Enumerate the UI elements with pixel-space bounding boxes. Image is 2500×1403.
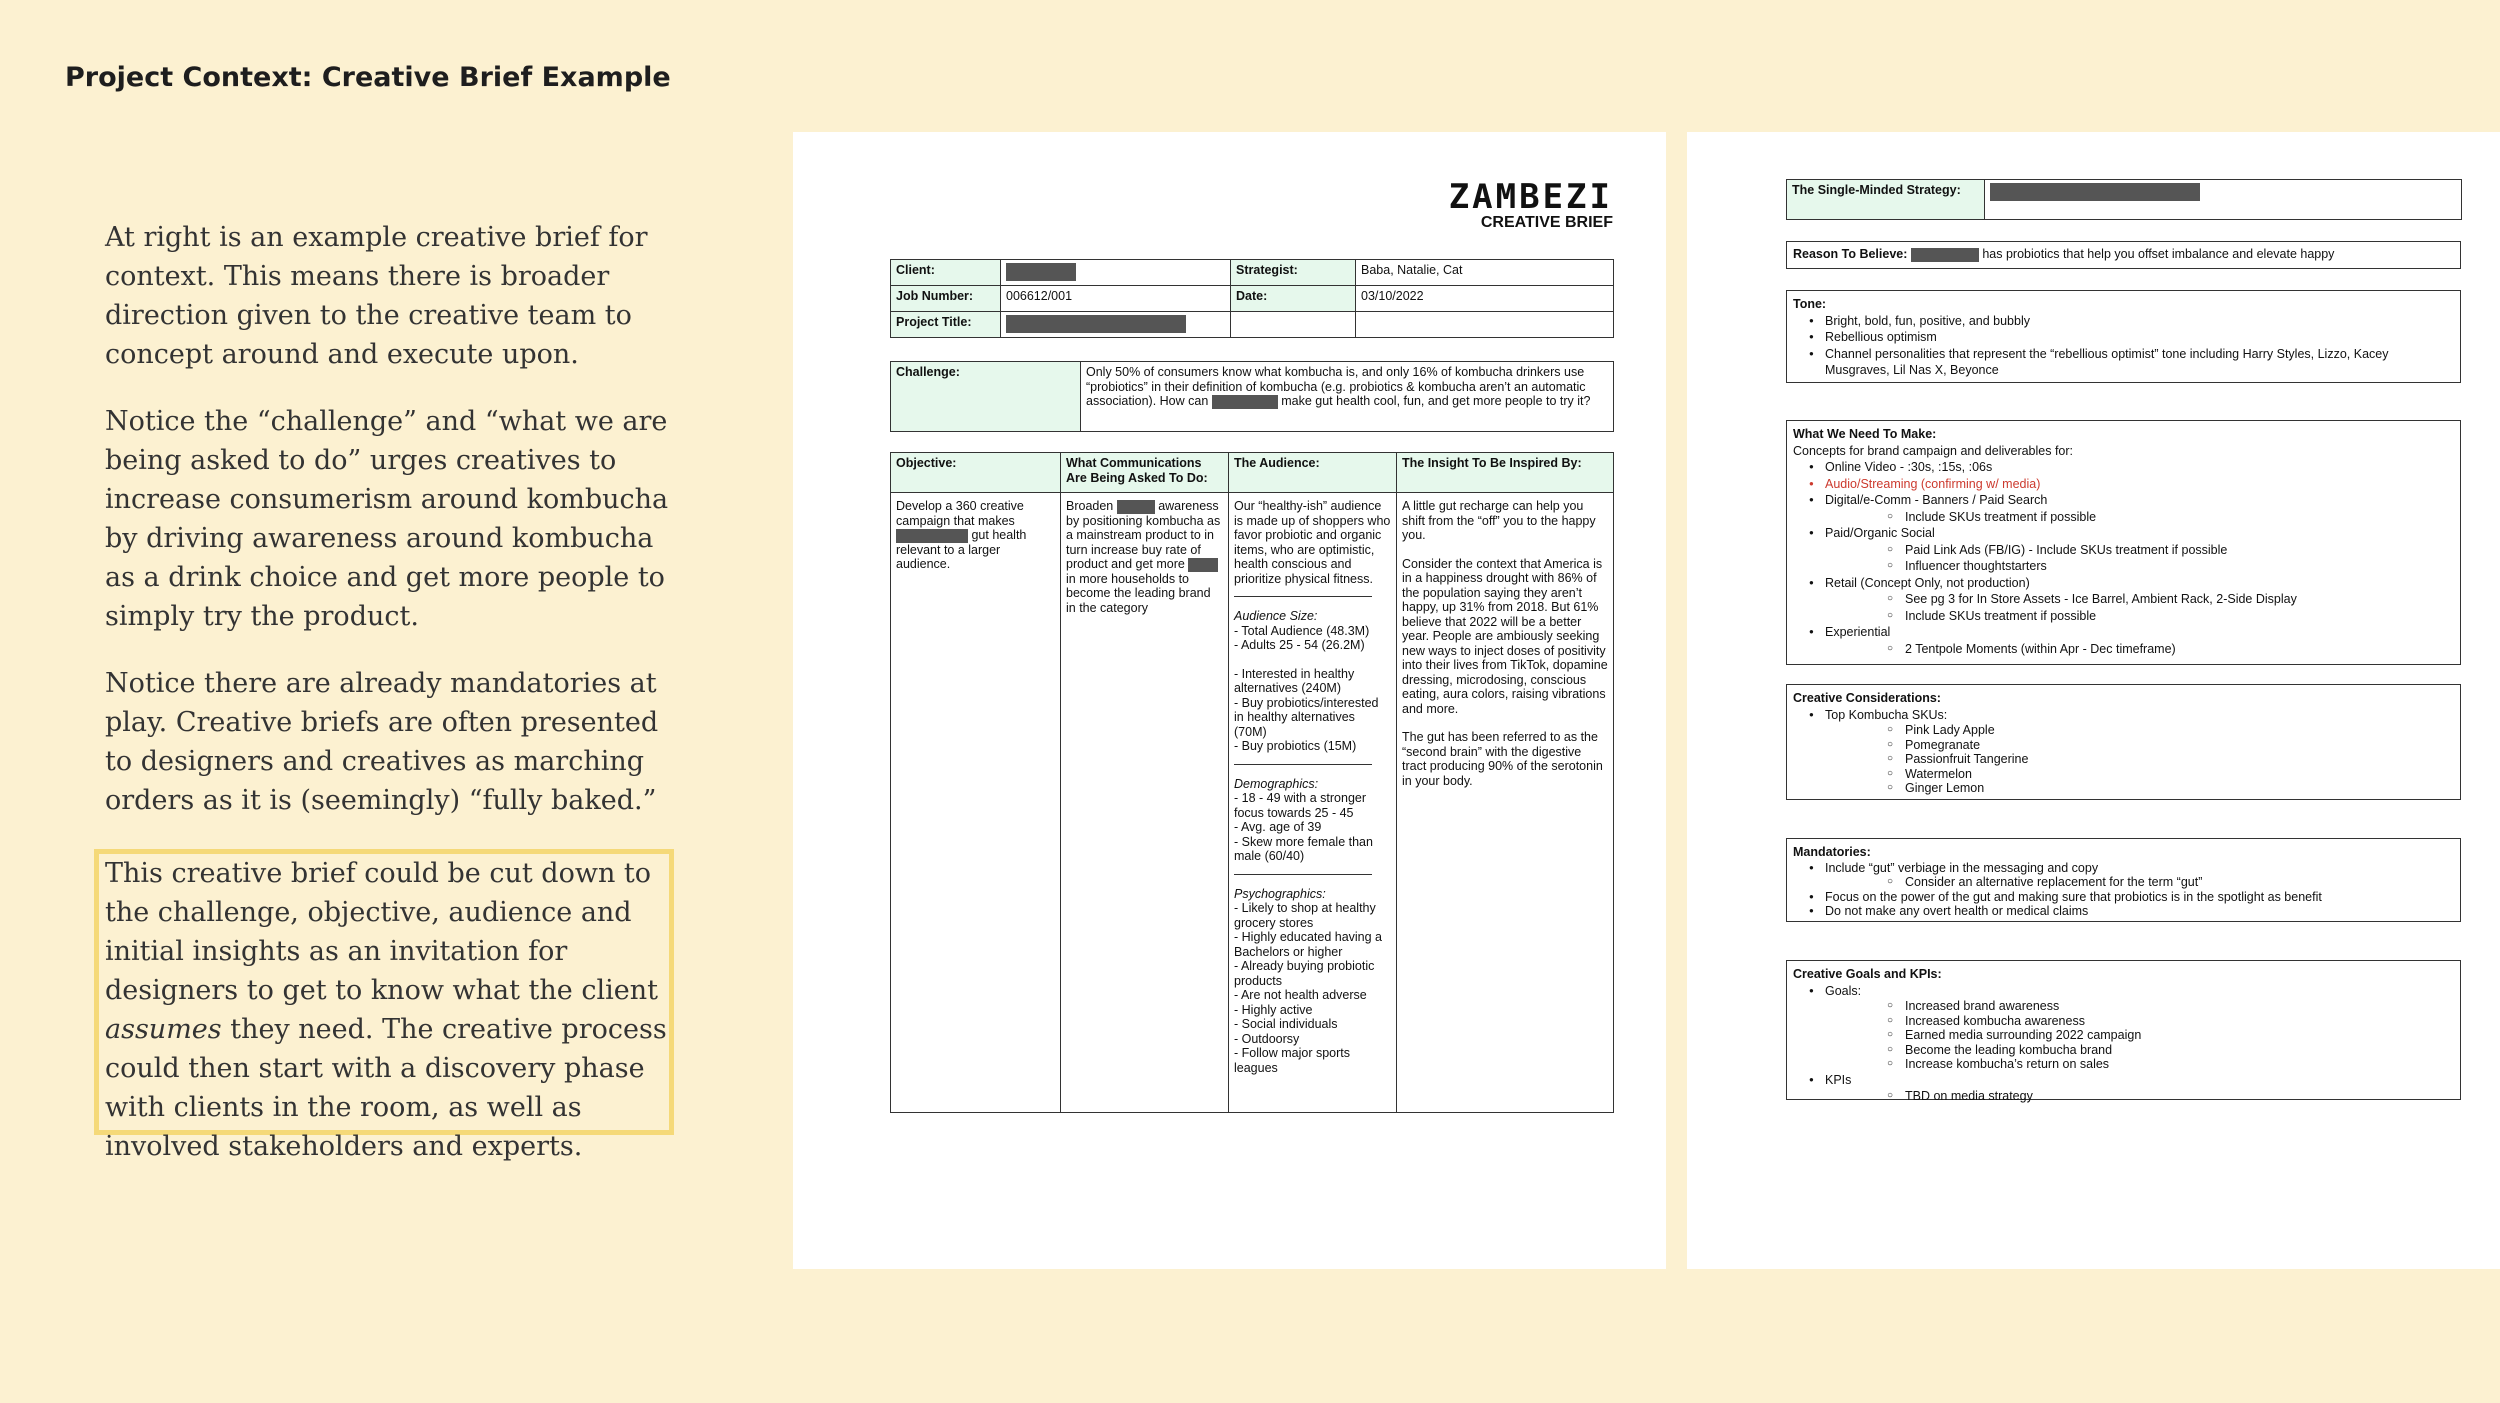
slide-title: Project Context: Creative Brief Example <box>65 62 671 93</box>
goal-subitem: ○ Earned media surrounding 2022 campaign <box>1793 1028 2454 1043</box>
objective-text <box>891 493 1061 1113</box>
goal-subitem: ○ Increase kombucha’s return on sales <box>1793 1057 2454 1072</box>
deliverables-intro: Concepts for brand campaign and deliverables for: <box>1793 443 2074 458</box>
comms-text-c: in more households to become the leading brand in the category <box>1066 571 1211 615</box>
audience-text <box>1229 493 1397 1113</box>
audience-intro: Our “healthy-ish” audience is made up of shoppers who favor probiotic and organic items, who are optimistic, health conscious and prioritize physical fitness. <box>1234 499 1391 586</box>
divider <box>1234 874 1372 875</box>
deliverable-subitem: ○ Include SKUs treatment if possible <box>1793 509 2454 526</box>
sku-item: ○ Pink Lady Apple <box>1793 723 2454 738</box>
rtb-label: Reason To Believe: <box>1793 247 1908 261</box>
considerations-label: Creative Considerations: <box>1793 691 1941 705</box>
deliverable-subitem: ○ Influencer thoughtstarters <box>1793 558 2454 575</box>
insight-text <box>1397 493 1614 1113</box>
goals-label: Creative Goals and KPIs: <box>1793 967 1942 981</box>
date-value: 03/10/2022 <box>1356 286 1614 312</box>
redaction-bar <box>1006 315 1186 333</box>
divider <box>1234 596 1372 597</box>
mandatory-item: ● Focus on the power of the gut and making sure that probiotics is in the spotlight as benefit <box>1793 890 2454 905</box>
job-number-value: 006612/001 <box>1001 286 1231 312</box>
tone-item: ● Bright, bold, fun, positive, and bubbly <box>1793 313 2454 330</box>
tone-label: Tone: <box>1793 297 1827 311</box>
deliverable-subitem: ○ See pg 3 for In Store Assets - Ice Barrel, Ambient Rack, 2-Side Display <box>1793 591 2454 608</box>
tone-box <box>1786 290 2461 383</box>
logo-wordmark: ZAMBEZI <box>1448 177 1613 217</box>
sku-item: ○ Ginger Lemon <box>1793 781 2454 796</box>
insight-paragraph: The gut has been referred to as the “second brain” with the digestive tract producing 90% of the serotonin in your body. <box>1402 730 1603 788</box>
demographics-line: - Avg. age of 39 <box>1234 820 1322 834</box>
callout-text <box>105 854 670 1166</box>
challenge-text-a: Only 50% of consumers know what kombucha is, and only 16% of kombucha drinkers use “probiotics” in their definition of kombucha (e.g. probiotics & kombucha aren’t an automatic association). How can <box>1086 365 1586 408</box>
deliverable-subitem: ○ 2 Tentpole Moments (within Apr - Dec timeframe) <box>1793 641 2454 658</box>
project-title-label: Project Title: <box>891 312 1001 338</box>
considerations-item: ● Top Kombucha SKUs: <box>1793 707 2454 724</box>
deliverable-item: ● Paid/Organic Social <box>1793 525 2454 542</box>
challenge-label: Challenge: <box>891 362 1081 432</box>
demographics-line: - 18 - 49 with a stronger focus towards 25 - 45 <box>1234 791 1367 820</box>
mandatories-label: Mandatories: <box>1793 845 1871 859</box>
tone-item: ● Rebellious optimism <box>1793 329 2454 346</box>
job-number-label: Job Number: <box>891 286 1001 312</box>
deliverable-subitem: ○ Paid Link Ads (FB/IG) - Include SKUs treatment if possible <box>1793 542 2454 559</box>
deliverable-item: ● Online Video - :30s, :15s, :06s <box>1793 459 2454 476</box>
paragraph-challenge: Notice the “challenge” and “what we are being asked to do” urges creatives to increase consumerism around kombucha by driving awareness around kombucha as a drink choice and get more people to simply try the product. <box>105 406 669 632</box>
insight-paragraph: Consider the context that America is in a happiness drought with 86% of the population saying they aren’t happy, up 31% from 2018. But 61% believe that 2022 will be a better year. People are ambiously seeking new ways to inject doses of positivity into their lives from TikTok, dopamine dressing, microdosing, conscious eating, aura colors, raising vibrations and more. <box>1402 556 1608 716</box>
deliverable-item-highlighted: ● Audio/Streaming (confirming w/ media) <box>1793 476 2454 493</box>
tone-item: ● Channel personalities that represent the “rebellious optimist” tone including Harry Styles, Lizzo, Kacey Musgraves, Lil Nas X, Beyonce <box>1793 346 2454 379</box>
mandatory-item: ● Include “gut” verbiage in the messaging and copy <box>1793 861 2454 876</box>
audience-interest-line: - Buy probiotics/interested in healthy alternatives (70M) <box>1234 695 1379 739</box>
audience-size-label: Audience Size: <box>1234 609 1318 623</box>
deliverable-item: ● Retail (Concept Only, not production) <box>1793 575 2454 592</box>
sku-item: ○ Pomegranate <box>1793 738 2454 753</box>
objective-text-b: gut health relevant to a larger audience. <box>896 528 1027 572</box>
redaction-bar <box>1117 500 1155 514</box>
strategy-table <box>1786 179 2462 220</box>
brief-header-table <box>890 259 1614 338</box>
zambezi-logo <box>1378 177 1613 232</box>
psychographics-line: - Outdoorsy <box>1234 1031 1300 1046</box>
empty-cell <box>1356 312 1614 338</box>
brief-page-1 <box>793 132 1666 1269</box>
kpis-item: ● KPIs <box>1793 1072 2454 1089</box>
body-text <box>105 218 675 848</box>
reason-to-believe-box <box>1786 241 2461 269</box>
audience-size-line: - Adults 25 - 54 (26.2M) <box>1234 638 1365 652</box>
mandatory-subitem: ○ Consider an alternative replacement for the term “gut” <box>1793 875 2454 890</box>
strategy-value <box>1985 180 2462 220</box>
psychographics-line: - Already buying probiotic products <box>1234 959 1375 988</box>
objective-label: Objective: <box>891 453 1061 493</box>
psychographics-line: - Likely to shop at healthy grocery stores <box>1234 901 1376 930</box>
strategist-value: Baba, Natalie, Cat <box>1356 260 1614 286</box>
brief-page-2 <box>1687 132 2500 1269</box>
logo-subtitle: CREATIVE BRIEF <box>1480 214 1613 231</box>
strategist-label: Strategist: <box>1231 260 1356 286</box>
project-title-value <box>1001 312 1231 338</box>
sku-item: ○ Passionfruit Tangerine <box>1793 752 2454 767</box>
rtb-text: has probiotics that help you offset imbalance and elevate happy <box>1978 247 2335 261</box>
deliverables-box <box>1786 420 2461 665</box>
deliverable-item: ● Digital/e-Comm - Banners / Paid Search <box>1793 492 2454 509</box>
mandatories-box <box>1786 838 2461 922</box>
audience-label: The Audience: <box>1229 453 1397 493</box>
divider <box>1234 764 1372 765</box>
insight-label: The Insight To Be Inspired By: <box>1397 453 1614 493</box>
comms-label: What Communications Are Being Asked To Do: <box>1061 453 1229 493</box>
deliverables-label: What We Need To Make: <box>1793 427 1937 441</box>
redaction-bar <box>1188 558 1218 572</box>
redaction-bar <box>1006 263 1076 281</box>
audience-interest-line: - Buy probiotics (15M) <box>1234 739 1357 753</box>
redaction-bar <box>896 529 968 543</box>
redaction-bar <box>1212 395 1278 409</box>
mandatory-item: ● Do not make any overt health or medical claims <box>1793 904 2454 919</box>
sku-item: ○ Watermelon <box>1793 767 2454 782</box>
audience-interest-line: - Interested in healthy alternatives (240M) <box>1234 666 1355 695</box>
strategy-label: The Single-Minded Strategy: <box>1787 180 1985 220</box>
empty-cell <box>1231 312 1356 338</box>
callout-text-part-1: This creative brief could be cut down to the challenge, objective, audience and initial insights as an invitation for designers to get to know what the client <box>105 858 658 1006</box>
psychographics-line: - Highly active <box>1234 1002 1313 1017</box>
comms-text <box>1061 493 1229 1113</box>
brief-main-table <box>890 452 1614 1113</box>
deliverable-subitem: ○ Include SKUs treatment if possible <box>1793 608 2454 625</box>
redaction-bar <box>1990 183 2200 201</box>
challenge-table <box>890 361 1614 432</box>
redaction-bar <box>1911 248 1979 262</box>
client-label: Client: <box>891 260 1001 286</box>
psychographics-line: - Follow major sports leagues <box>1234 1046 1350 1075</box>
comms-text-b: awareness by positioning kombucha as a mainstream product to in turn increase buy rate of product and get more <box>1066 499 1221 572</box>
callout-emphasis: assumes <box>105 1014 222 1045</box>
challenge-text-b: make gut health cool, fun, and get more people to try it? <box>1277 394 1591 408</box>
paragraph-mandatories: Notice there are already mandatories at play. Creative briefs are often presented to designers and creatives as marching orders as it is (seemingly) “fully baked.” <box>105 668 659 816</box>
date-label: Date: <box>1231 286 1356 312</box>
psychographics-label: Psychographics: <box>1234 886 1326 901</box>
deliverable-item: ● Experiential <box>1793 624 2454 641</box>
paragraph-context: At right is an example creative brief for context. This means there is broader direction given to the creative team to concept around and execute upon. <box>105 222 648 370</box>
psychographics-line: - Social individuals <box>1234 1017 1338 1031</box>
goal-subitem: ○ Increased brand awareness <box>1793 999 2454 1014</box>
comms-text-a: Broaden <box>1066 499 1117 513</box>
psychographics-line: - Highly educated having a Bachelors or higher <box>1234 930 1383 959</box>
audience-size-line: - Total Audience (48.3M) <box>1234 623 1370 638</box>
challenge-text <box>1081 362 1614 432</box>
psychographics-line: - Are not health adverse <box>1234 988 1367 1002</box>
insight-paragraph: A little gut recharge can help you shift from the “off” you to the happy you. <box>1402 499 1596 542</box>
goal-subitem: ○ Become the leading kombucha brand <box>1793 1043 2454 1058</box>
callout-text-part-2: they need. The creative process could then start with a discovery phase with clients in the room, as well as involved stakeholders and experts. <box>105 1014 667 1162</box>
goals-box <box>1786 960 2461 1103</box>
goal-subitem: ○ Increased kombucha awareness <box>1793 1014 2454 1029</box>
goals-item: ● Goals: <box>1793 983 2454 1000</box>
client-value <box>1001 260 1231 286</box>
demographics-label: Demographics: <box>1234 776 1319 791</box>
demographics-line: - Skew more female than male (60/40) <box>1234 834 1373 863</box>
kpi-subitem: ○ TBD on media strategy <box>1793 1088 2454 1105</box>
objective-text-a: Develop a 360 creative campaign that makes <box>896 499 1024 528</box>
considerations-box <box>1786 684 2461 800</box>
